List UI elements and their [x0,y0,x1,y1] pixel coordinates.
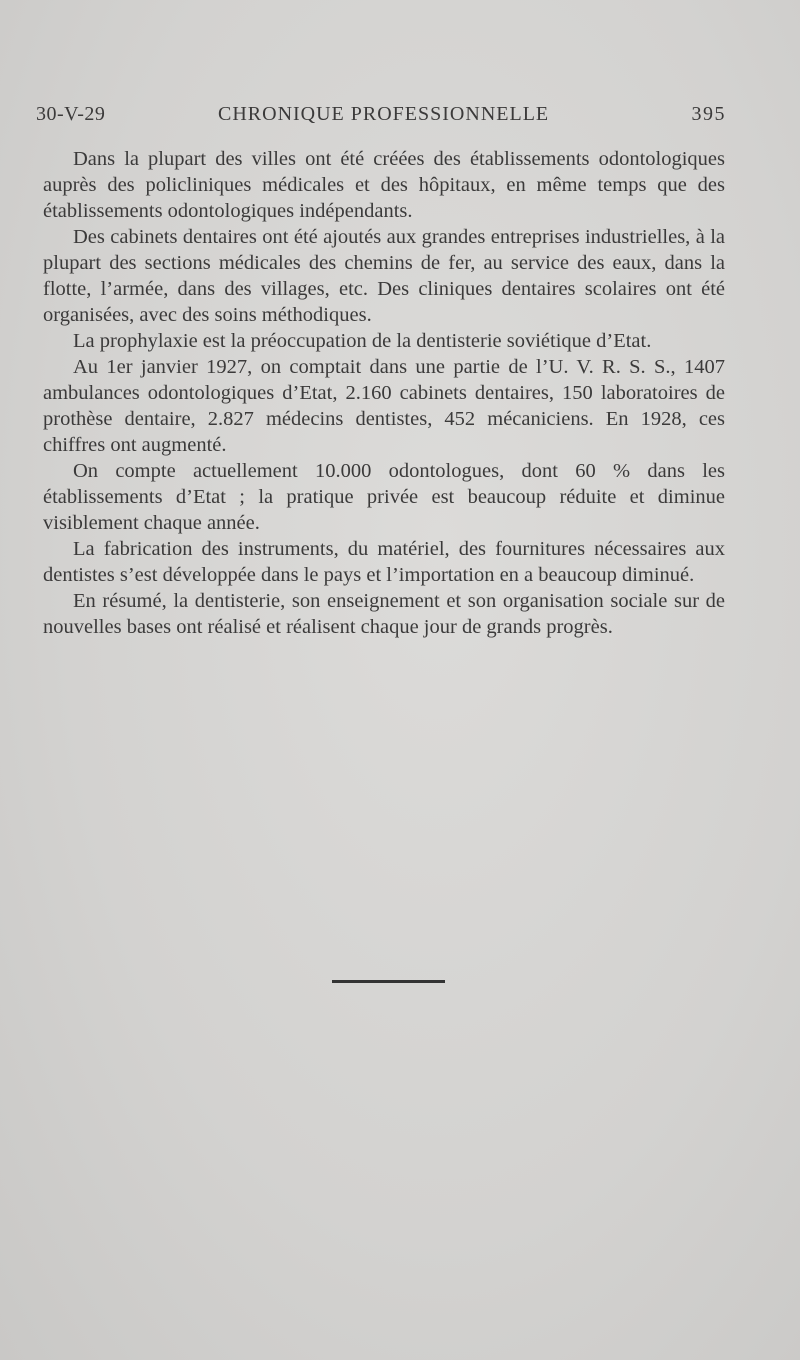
paragraph-6: La fabrication des instruments, du matériel, des fournitures nécessaires aux dentistes s’est développée dans le pays et l’importation en a beaucoup diminué. [43,538,725,586]
paragraph-7: En résumé, la dentisterie, son enseignement et son organisation sociale sur de nouvelles bases ont réalisé et réalisent chaque jour de grands progrès. [43,590,725,638]
paragraph-2: Des cabinets dentaires ont été ajoutés aux grandes entreprises industrielles, à la plupart des sections médicales des chemins de fer, au service des eaux, dans la flotte, l’armée, dans des villages, etc. Des cliniques dentaires scolaires ont été organisées, avec des soins méthodiques. [43,226,725,326]
body-text [43,146,725,640]
paragraph-1: Dans la plupart des villes ont été créées des établissements odontologiques auprès des policliniques médicales et des hôpitaux, en même temps que des établissements odontologiques indépendants. [43,148,725,222]
page-number: 395 [691,103,726,125]
paragraph-4: Au 1er janvier 1927, on comptait dans une partie de l’U. V. R. S. S., 1407 ambulances odontologiques d’Etat, 2.160 cabinets dentaires, 150 laboratoires de prothèse dentaire, 2.827 médecins dentistes, 452 mécaniciens. En 1928, ces chiffres ont augmenté. [43,356,725,456]
header-section-title: CHRONIQUE PROFESSIONNELLE [218,103,550,125]
running-header [36,103,726,131]
paragraph-3: La prophylaxie est la préoccupation de la dentisterie soviétique d’Etat. [73,330,652,352]
header-date: 30-V-29 [36,103,106,125]
end-rule [332,980,445,983]
paragraph-5: On compte actuellement 10.000 odontologues, dont 60 % dans les établissements d’Etat ; la pratique privée est beaucoup réduite et diminue visiblement chaque année. [43,460,725,534]
